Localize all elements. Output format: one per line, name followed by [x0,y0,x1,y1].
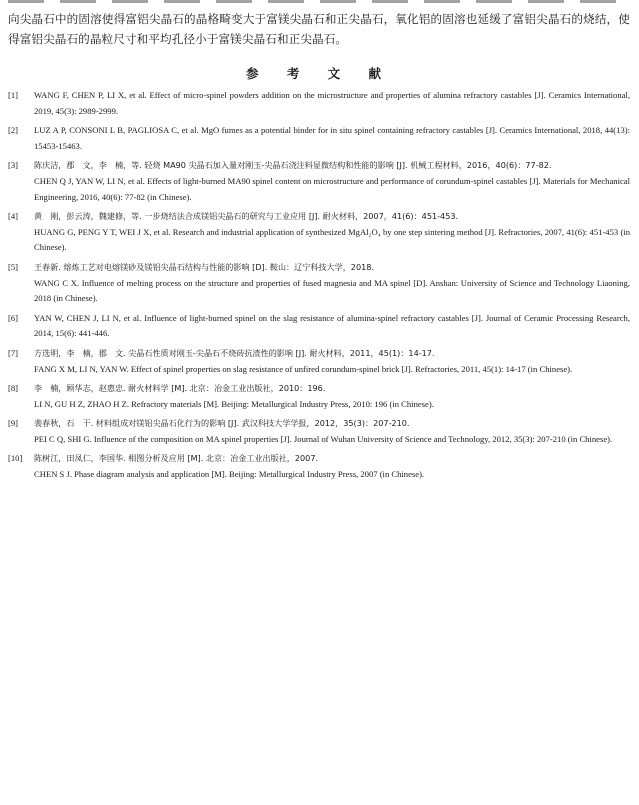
reference-item [8,346,630,377]
reference-text-english: LUZ A P, CONSONI L B, PAGLIOSA C, et al. MgO fumes as a potential binder for in situ spinel containing refractory castables [J]. Ceramics International, 2018, 44(13): 15453-15463. [34,125,630,151]
reference-list [8,88,630,487]
intro-paragraph: 向尖晶石中的固溶使得富铝尖晶石的晶格畸变大于富镁尖晶石和正尖晶石，氧化铝的固溶也延缓了富铝尖晶石的烧结，使得富铝尖晶石的晶粒尺寸和平均孔径小于富镁尖晶石和正尖晶石。 [8,12,630,46]
reference-item [8,451,630,482]
reference-number: [5] [8,261,19,272]
references-heading: 参 考 文 献 [245,66,394,81]
reference-text-chinese: 黄 刚，彭云涛，魏建修，等. 一步烧结法合成镁铝尖晶石的研究与工业应用 [J]. 耐火材料，2007，41(6)：451-453. [34,211,459,222]
reference-number: [10] [8,453,23,464]
reference-item [8,88,630,119]
reference-number: [6] [8,312,19,323]
reference-text-english: CHEN Q J, YAN W, LI N, et al. Effects of light-burned MA90 spinel content on microstructure and performance of corundum-spinel castables [J]. Materials for Mechanical Engineering, 2016, 40(6): 77-82 (in Chinese). [34,175,630,202]
reference-text-chinese: 陈庆洁，郡 文，李 楠，等. 轻烧 MA90 尖晶石加入量对刚玉-尖晶石浇注料显微结构和性能的影响 [J]. 机械工程材料，2016，40(6)：77-82. [34,160,552,171]
reference-text-english: YAN W, CHEN J, LI N, et al. Influence of light-burned spinel on the slag resistance of alumina-spinel refractory castables [J]. Journal of Ceramic Processing Research, 2014, 15(6): 441-446. [34,312,630,339]
reference-text-english: HUANG G, PENG Y T, WEI J X, et al. Research and industrial application of synthesized MgAl₂O₄ by one step sintering method [J]. Refractories, 2007, 41(6): 451-453 (in Chinese). [34,226,630,253]
reference-text-english: WANG C X. Influence of melting process on the structure and properties of fused magnesia and MA spinel [D]. Anshan: University of Science and Technology Liaoning, 2018 (in Chinese). [34,277,630,304]
reference-number: [3] [8,160,19,171]
reference-number: [9] [8,418,19,429]
reference-item [8,158,630,205]
reference-text-chinese: 方选明，李 楠，郡 文. 尖晶石性质对刚玉-尖晶石不烧砖抗渣性的影响 [J]. 耐火材料，2011，45(1)：14-17. [34,347,435,358]
reference-text-chinese: 王春新. 熔炼工艺对电熔镁砂及镁铝尖晶石结构与性能的影响 [D]. 鞍山：辽宁科技大学，2018. [34,261,374,272]
reference-number: [2] [8,125,19,136]
reference-item [8,311,630,342]
reference-number: [7] [8,347,19,358]
reference-text-english: FANG X M, LI N, YAN W. Effect of spinel properties on slag resistance of unfired corundum-spinel brick [J]. Refractories, 2011, 45(1): 14-17 (in Chinese). [34,363,573,374]
reference-number: [8] [8,383,19,394]
reference-item [8,381,630,412]
reference-text-english: WANG F, CHEN P, LI X, et al. Effect of micro-spinel powders addition on the microstructure and properties of alumina refractory castables [J]. Ceramics International, 2019, 45(3): 2989-2999. [34,90,630,116]
reference-number: [4] [8,211,19,222]
reference-number: [1] [8,90,19,100]
reference-text-chinese: 陈树江，田凤仁，李国华. 相图分析及应用 [M]. 北京：冶金工业出版社，2007. [34,453,319,464]
top-header-rule [8,0,631,3]
reference-text-chinese: 裴春秋，石 干. 材料组成对镁铝尖晶石化行为的影响 [J]. 武汉科技大学学报，2012，35(3)：207-210. [34,418,410,429]
reference-text-english: LI N, GU H Z, ZHAO H Z. Refractory materials [M]. Beijing: Metallurgical Industry Press, 2010: 196 (in Chinese). [34,398,434,409]
reference-item [8,123,630,154]
reference-item [8,416,630,447]
reference-text-english: PEI C Q, SHI G. Influence of the composition on MA spinel properties [J]. Journal of Wuhan University of Science and Technology, 2012, 35(3): 207-210 (in Chinese). [34,433,613,444]
reference-item [8,260,630,307]
reference-text-english: CHEN S J. Phase diagram analysis and application [M]. Beijing: Metallurgical Industry Press, 2007 (in Chinese). [34,469,425,480]
reference-text-chinese: 李 楠，顾华志，赵惠忠. 耐火材料学 [M]. 北京：冶金工业出版社，2010：196. [34,383,326,394]
reference-item [8,209,630,256]
